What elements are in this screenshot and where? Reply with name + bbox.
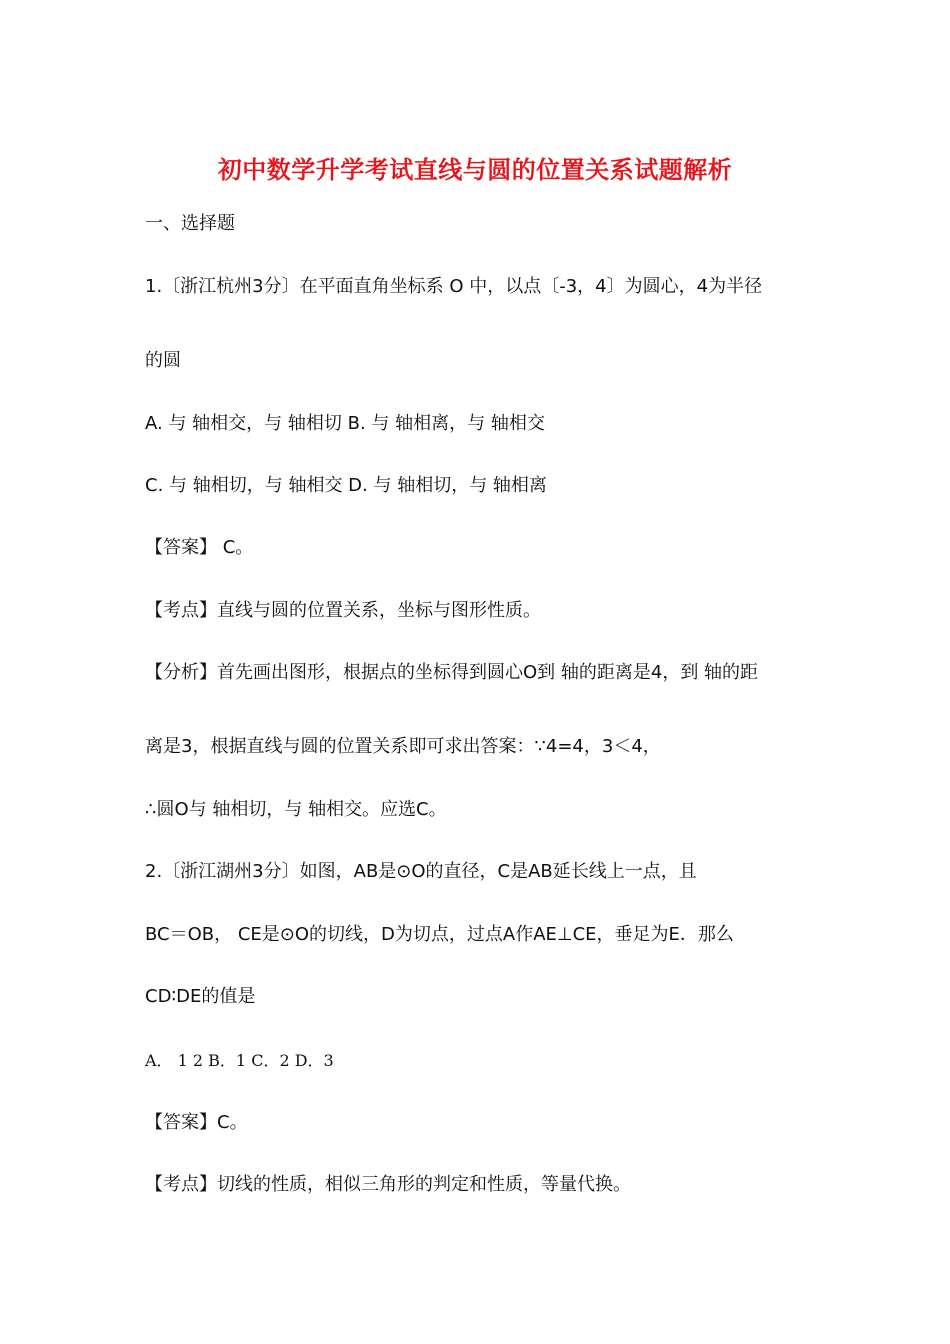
question-2-answer: 【答案】C。 <box>145 1112 248 1133</box>
section-heading: 一、选择题 <box>145 213 235 234</box>
question-2-text-cont: BC＝OB， CE是⊙O的切线，D为切点，过点A作AE⊥CE，垂足为E．那么 <box>145 924 734 945</box>
question-1-answer: 【答案】 C。 <box>145 537 254 558</box>
question-1-analysis: 【分析】首先画出图形，根据点的坐标得到圆心O到 轴的距离是4，到 轴的距 <box>145 662 759 683</box>
question-1-options-cd: C. 与 轴相切，与 轴相交 D. 与 轴相切，与 轴相离 <box>145 475 547 496</box>
question-1-text: 1.〔浙江杭州3分〕在平面直角坐标系 O 中，以点〔-3，4〕为圆心，4为半径 <box>145 276 763 297</box>
question-2-text-end: CD∶DE的值是 <box>145 986 256 1007</box>
question-1-text-cont: 的圆 <box>145 350 181 371</box>
question-1-options-ab: A. 与 轴相交，与 轴相切 B. 与 轴相离，与 轴相交 <box>145 413 545 434</box>
question-1-analysis-cont: 离是3，根据直线与圆的位置关系即可求出答案：∵4=4，3＜4， <box>145 736 661 757</box>
question-2-topic: 【考点】切线的性质，相似三角形的判定和性质，等量代换。 <box>145 1174 631 1195</box>
question-1-conclusion: ∴圆O与 轴相切，与 轴相交。应选C。 <box>145 799 447 820</box>
document-title: 初中数学升学考试直线与圆的位置关系试题解析 <box>217 156 733 184</box>
question-2-options: A． 1 2 B．1 C．2 D．3 <box>145 1051 334 1070</box>
question-1-topic: 【考点】直线与圆的位置关系，坐标与图形性质。 <box>145 600 541 621</box>
question-2-text: 2.〔浙江湖州3分〕如图，AB是⊙O的直径，C是AB延长线上一点，且 <box>145 861 697 882</box>
